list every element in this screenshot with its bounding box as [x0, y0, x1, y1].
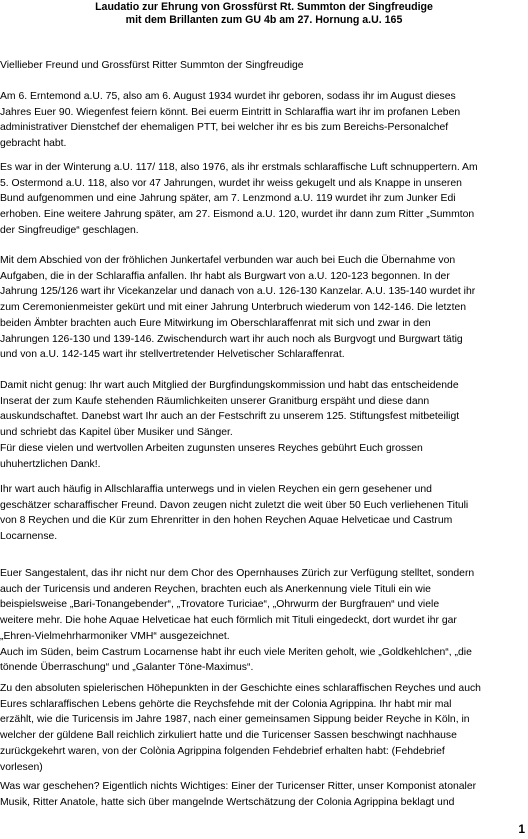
text-line: Jahrung 125/126 wart ihr Vicekanzelar und danach von a.U. 126-130 Kanzelar. A.U. 135-140 wurdet ihr	[0, 286, 476, 298]
text-line: Aufgaben, die in der Schlaraffia anfallen. Ihr habt als Burgwart von a.U. 120-123 begonnen. In der	[0, 270, 450, 282]
text-line: von 8 Reychen und die Kür zum Ehrenritter in den hohen Reychen Aquae Helveticae und Castrum	[0, 515, 453, 527]
text-line: 5. Ostermond a.U. 118, also vor 47 Jahrungen, wurdet ihr weiss gekugelt und als Knappe in unseren	[0, 177, 462, 189]
text-line: Zu den absoluten spielerischen Höhepunkten in der Geschichte eines schlaraffischen Reyches und auch	[0, 683, 481, 694]
text-line: erzählt, wie die Turicensis im Jahre 1987, nach einer gemeinsamen Sippung beider Reyche in Köln, in	[0, 714, 470, 726]
text-line: geschätzer scharaffischer Freund. Davon zeugen nicht zuletzt die weit über 50 Euch verliehenen Tituli	[0, 499, 469, 511]
text-line: Am 6. Erntemond a.U. 75, also am 6. August 1934 wurdet ihr geboren, sodass ihr im August dieses	[0, 91, 456, 102]
text-line: Musik, Ritter Anatole, hatte sich über mangelnde Wertschätzung der Colonia Agrippina beklagt und	[0, 796, 455, 808]
text-line: Locarnense.	[0, 531, 58, 543]
text-line: Jahres Euer 90. Wiegenfest feiern könnt. Bei euerm Eintritt in Schlaraffia wart ihr im profanen Leben	[0, 106, 461, 118]
text-line: Euer Sangestalent, das ihr nicht nur dem Chor des Opernhauses Zürich zur Verfügung stelltet, sondern	[0, 568, 475, 579]
text-line: Es war in der Winterung a.U. 117/ 118, also 1976, als ihr erstmals schlaraffische Luft schnuppertern. Am	[0, 162, 478, 173]
paragraph	[0, 58, 524, 74]
text-line: auch der Turicensis und anderen Reychen, brachten euch als Anerkennung viele Tituli ein wie	[0, 583, 431, 595]
text-line: gebracht habt.	[0, 138, 67, 150]
text-line: Mit dem Abschied von der fröhlichen Junkertafel verbunden war auch bei Euch die Übernahme von	[0, 255, 456, 266]
text-line: Für diese vielen und wertvollen Arbeiten zugunsten unseres Reyches gebührt Euch grossen	[0, 442, 423, 454]
document-title-line-1: Laudatio zur Ehrung von Grossfürst Rt. Summton der Singfreudige	[95, 1, 433, 13]
text-line: Eures schlaraffischen Lebens gehörte die Reychsfehde mit der Colonia Agrippina. Ihr habt mir mal	[0, 698, 452, 710]
text-line: auskundschaftet. Danebst wart Ihr auch an der Festschrift zu unserem 125. Stiftungsfest mitbeteiligt	[0, 411, 460, 423]
text-line: und von a.U. 142-145 wart ihr stellvertretender Helvetischer Schlaraffenrat.	[0, 349, 345, 361]
text-line: Was war geschehen? Eigentlich nichts Wichtiges: Einer der Turicenser Ritter, unser Komponist atonaler	[0, 781, 477, 792]
paragraph	[0, 89, 524, 152]
text-line: „Ehren-Vielmehrharmoniker VMH“ ausgezeichnet.	[0, 630, 230, 642]
text-line: Ihr wart auch häufig in Allschlaraffia unterwegs und in vielen Reychen ein gern gesehener und	[0, 484, 432, 495]
text-line: erhoben. Eine weitere Jahrung später, am 27. Eismond a.U. 120, wurdet ihr dann zum Ritter „Summton	[0, 209, 475, 221]
text-line: Viellieber Freund und Grossfürst Ritter Summton der Singfreudige	[0, 60, 304, 71]
text-line: uhuhertzlichen Dank!.	[0, 458, 101, 470]
text-line: Auch im Süden, beim Castrum Locarnense habt ihr euch viele Meriten geholt, wie „Goldkehlchen“, „die	[0, 646, 472, 658]
paragraph	[0, 566, 524, 676]
text-line: welcher der güldene Ball reichlich zirkuliert hatte und die Turicenser Sassen beschwingt nachhause	[0, 730, 457, 742]
text-line: administrativer Dienstchef der ehemaligen PTT, bei welcher ihr es bis zum Bereichs-Personalchef	[0, 122, 449, 134]
text-line: vorlesen)	[0, 761, 43, 773]
text-line: beispielsweise „Bari-Tonangebender“, „Trovatore Turiciae“, „Ohrwurm der Burgfrauen“ und viele	[0, 599, 440, 611]
paragraph	[0, 681, 524, 775]
text-line: weitere mehr. Die hohe Aquae Helveticae hat euch förmlich mit Tituli eingedeckt, dort wurdet ihr gar	[0, 615, 457, 627]
text-line: Bund aufgenommen und eine Jahrung später, am 7. Lenzmond a.U. 119 wurdet ihr zum Junker Edi	[0, 193, 456, 205]
paragraph	[0, 779, 524, 810]
paragraph	[0, 253, 524, 363]
paragraph	[0, 160, 524, 239]
text-line: und schriebt das Kapitel über Musiker und Sänger.	[0, 427, 233, 439]
paragraph	[0, 482, 524, 545]
page-number: 1	[518, 822, 525, 836]
text-line: tönende Überraschung“ und „Galanter Töne-Maximus“.	[0, 662, 254, 674]
text-line: zurückgekehrt waren, von der Colònia Agrippina folgenden Fehdebrief erhalten habt: (Fehdebrief	[0, 745, 445, 757]
text-line: Inserat der zum Kaufe stehenden Räumlichkeiten unserer Granitburg erspäht und diese dann	[0, 395, 430, 407]
text-line: der Singfreudige“ geschlagen.	[0, 224, 139, 236]
text-line: Jahrungen 126-130 und 139-146. Zwischendurch wart ihr auch noch als Burgvogt und Burgwart tätig	[0, 333, 463, 345]
paragraph	[0, 378, 524, 472]
text-line: zum Ceremonienmeister gekürt und mit einer Jahrung Unterbruch wiederum von 142-146. Die letzten	[0, 302, 467, 314]
document-title-line-2: mit dem Brillanten zum GU 4b am 27. Hornung a.U. 165	[125, 14, 403, 26]
text-line: beiden Ämbter brachten auch Eure Mitwirkung im Oberschlaraffenrat mit sich und zwar in den	[0, 317, 431, 329]
text-line: Damit nicht genug: Ihr wart auch Mitglied der Burgfindungskommission und habt das entscheidende	[0, 380, 459, 391]
